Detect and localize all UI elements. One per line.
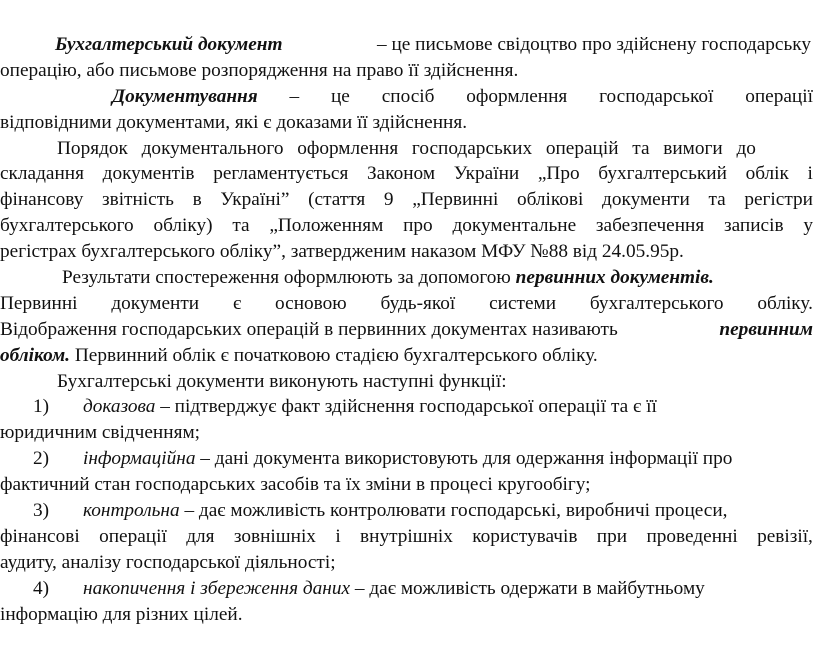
functions-intro: Бухгалтерські документи виконують наступні функції: (57, 370, 507, 392)
term-accounting-document: Бухгалтерський документ (55, 34, 283, 55)
p2-word: – (289, 85, 300, 107)
item-text-cont: аудиту, аналізу господарської діяльності; (0, 551, 336, 573)
item-text: – підтверджує факт здійснення господарської операції та є її (160, 396, 657, 418)
item-term: доказова (83, 396, 156, 418)
p4-text: Результати спостереження оформлюють за допомогою (62, 267, 511, 289)
p2-word: спосіб (381, 85, 435, 107)
p2-line-2: відповідними документами, які є доказами її здійснення. (0, 111, 468, 133)
item-text: – дає можливість одержати в майбутньому (354, 577, 705, 599)
p3-line-4: бухгалтерського обліку) та „Положенням про документальне забезпечення записів у (0, 215, 813, 237)
p2-word: це (330, 85, 350, 107)
p4-text: Відображення господарських операцій в первинних документах називають (0, 318, 618, 340)
item-number: 2) (33, 448, 50, 470)
p1-line-1 (0, 32, 811, 58)
item-text-cont: інформацію для різних цілей. (0, 603, 243, 625)
p2-word: оформлення (466, 85, 568, 107)
p3-line-3: фінансову звітність в Україні” (стаття 9 „Первинні облікові документи та регістри (0, 189, 813, 211)
p4-line-2: Первинні документи є основою будь-якої системи бухгалтерського обліку. (0, 292, 813, 314)
p4-line-1 (0, 265, 816, 291)
list-item (0, 576, 816, 602)
p1-definition: – це письмове свідоцтво про здійснену господарську (377, 34, 811, 55)
item-text-cont: фактичний стан господарських засобів та їх зміни в процесі кругообігу; (0, 474, 591, 496)
term-primary: первинним (719, 318, 813, 340)
p4-line-3 (0, 317, 816, 343)
p2-word: господарської (599, 85, 714, 107)
p4-line-4 (0, 343, 816, 369)
item-text: – дає можливість контролювати господарські, виробничі процеси, (184, 500, 728, 522)
item-term: інформаційна (83, 448, 196, 470)
list-item (0, 394, 816, 420)
item-text: – дані документа використовують для одержання інформації про (200, 448, 733, 470)
term-primary-documents: первинних документів. (515, 267, 714, 289)
item-term: накопичення і збереження даних (83, 577, 351, 599)
item-number: 3) (33, 500, 50, 522)
list-item (0, 446, 816, 472)
item-term: контрольна (83, 500, 180, 522)
list-item (0, 498, 816, 524)
term-accounting: обліком. (0, 344, 71, 366)
p3-line-1: Порядок документального оформлення господарських операцій та вимоги до (57, 137, 756, 159)
p4-text: Первинний облік є початковою стадією бухгалтерського обліку. (74, 344, 598, 366)
p2-line-1 (0, 84, 816, 110)
item-number: 4) (33, 577, 50, 599)
p3-line-2: складання документів регламентується Законом України „Про бухгалтерський облік і (0, 163, 813, 185)
p2-word: операції (745, 85, 813, 107)
item-text-cont: юридичним свідченням; (0, 422, 200, 444)
item-number: 1) (33, 396, 50, 418)
document-page (0, 32, 816, 627)
p1-line-2: операцію, або письмове розпорядження на право її здійснення. (0, 59, 519, 81)
term-documentation: Документування (112, 85, 258, 107)
item-text-cont: фінансові операції для зовнішніх і внутрішніх користувачів при проведенні ревізії, (0, 525, 813, 547)
p3-line-5: регістрах бухгалтерського обліку”, затвердженим наказом МФУ №88 від 24.05.95р. (0, 241, 684, 263)
